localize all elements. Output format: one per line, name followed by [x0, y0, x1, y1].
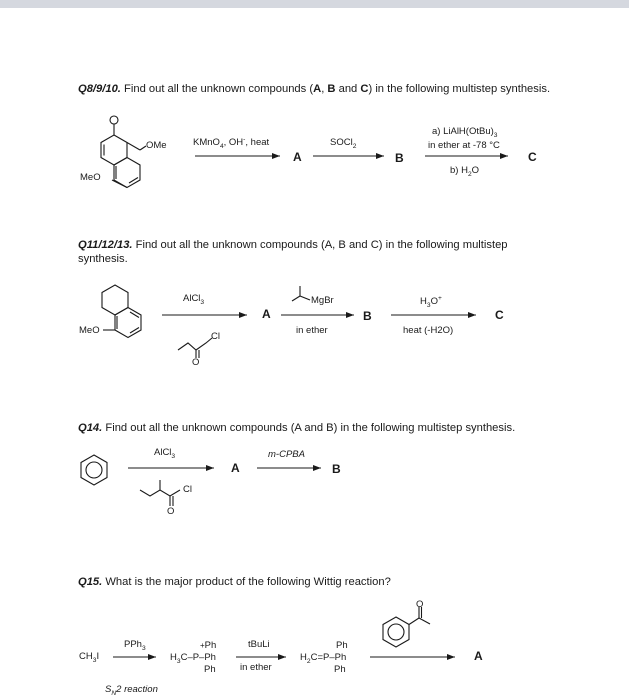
- q8-meo-label: MeO: [80, 172, 101, 183]
- question-q15: Q15. What is the major product of the following Wittig reaction?: [78, 576, 391, 588]
- q8-reagent-3b: in ether at -78 °C: [428, 140, 500, 151]
- q14-cl-label: Cl: [183, 484, 192, 495]
- q11-compound-c: C: [495, 308, 504, 322]
- q11-meo-label: MeO: [79, 325, 100, 336]
- q8-reagent-2: SOCl$_2$: [330, 137, 357, 150]
- q15-reagent-2b: in ether: [240, 662, 272, 673]
- q15-acetophenone-structure: [383, 607, 430, 647]
- q15-start: $CH_3I$: [79, 651, 100, 664]
- q15-salt: $H_3C-P-Ph$: [170, 652, 216, 665]
- q15-ketone-o-label: O: [416, 599, 424, 610]
- q11-reagent-3: $H_3O^+$: [420, 294, 442, 309]
- q15-salt-ph-bottom: Ph: [204, 664, 216, 675]
- q8-compound-b: B: [395, 151, 404, 165]
- q8-reagent-3c: b) $H_2O$: [450, 165, 480, 178]
- q11-cl-label: Cl: [211, 331, 220, 342]
- q8-reagent-3a: a) $LiAlH(OtBu)_3$: [432, 126, 498, 139]
- question-q8: Q8/9/10. Find out all the unknown compounds (A, B and C) in the following multistep synthesis.: [78, 83, 551, 95]
- q11-reagent-1: AlCl$_3$: [183, 293, 205, 306]
- q15-ylide: $H_2C=P-Ph$: [300, 652, 347, 665]
- q14-acid-chloride-structure: [140, 480, 180, 506]
- q15-reagent-1b: $S_N2$ reaction: [105, 684, 158, 697]
- q8-reagent-1: KMnO$_4$, OH-, heat: [193, 135, 270, 150]
- q14-compound-a: A: [231, 461, 240, 475]
- question-q14: Q14. Find out all the unknown compounds (A and B) in the following multistep synthesis.: [78, 422, 516, 434]
- q14-reagent-2: m-CPBA: [268, 449, 305, 460]
- q8-compound-c: C: [528, 150, 537, 164]
- q15-reagent-1: PPh$_3$: [124, 639, 146, 652]
- q15-compound-a: A: [474, 649, 483, 663]
- q11-mgbr-label: MgBr: [311, 295, 334, 306]
- q11-compound-b: B: [363, 309, 372, 323]
- q8-naphthalene-structure: [101, 116, 146, 188]
- q15-salt-ph-top: +Ph: [200, 640, 217, 651]
- q11-grignard-structure: [292, 286, 310, 301]
- q15-reagent-2: tBuLi: [248, 639, 270, 650]
- q15-ylide-ph-top: Ph: [336, 640, 348, 651]
- q11-o-label: O: [192, 357, 200, 368]
- q15-ylide-ph-bottom: Ph: [334, 664, 346, 675]
- q11-compound-a: A: [262, 307, 271, 321]
- q11-reagent-3b: heat (-H2O): [403, 325, 454, 336]
- question-q11: Q11/12/13. Find out all the unknown compounds (A, B and C) in the following multistep: [78, 239, 508, 251]
- q8-ome-label: OMe: [146, 140, 167, 151]
- q11-tetralin-structure: [102, 285, 141, 338]
- q14-o-label: O: [167, 506, 175, 517]
- q14-benzene-structure: [81, 455, 107, 485]
- q14-compound-b: B: [332, 462, 341, 476]
- q8-compound-a: A: [293, 150, 302, 164]
- q14-reagent-1: AlCl$_3$: [154, 447, 176, 460]
- q11-reagent-2: in ether: [296, 325, 328, 336]
- question-q11-line2: synthesis.: [78, 253, 128, 265]
